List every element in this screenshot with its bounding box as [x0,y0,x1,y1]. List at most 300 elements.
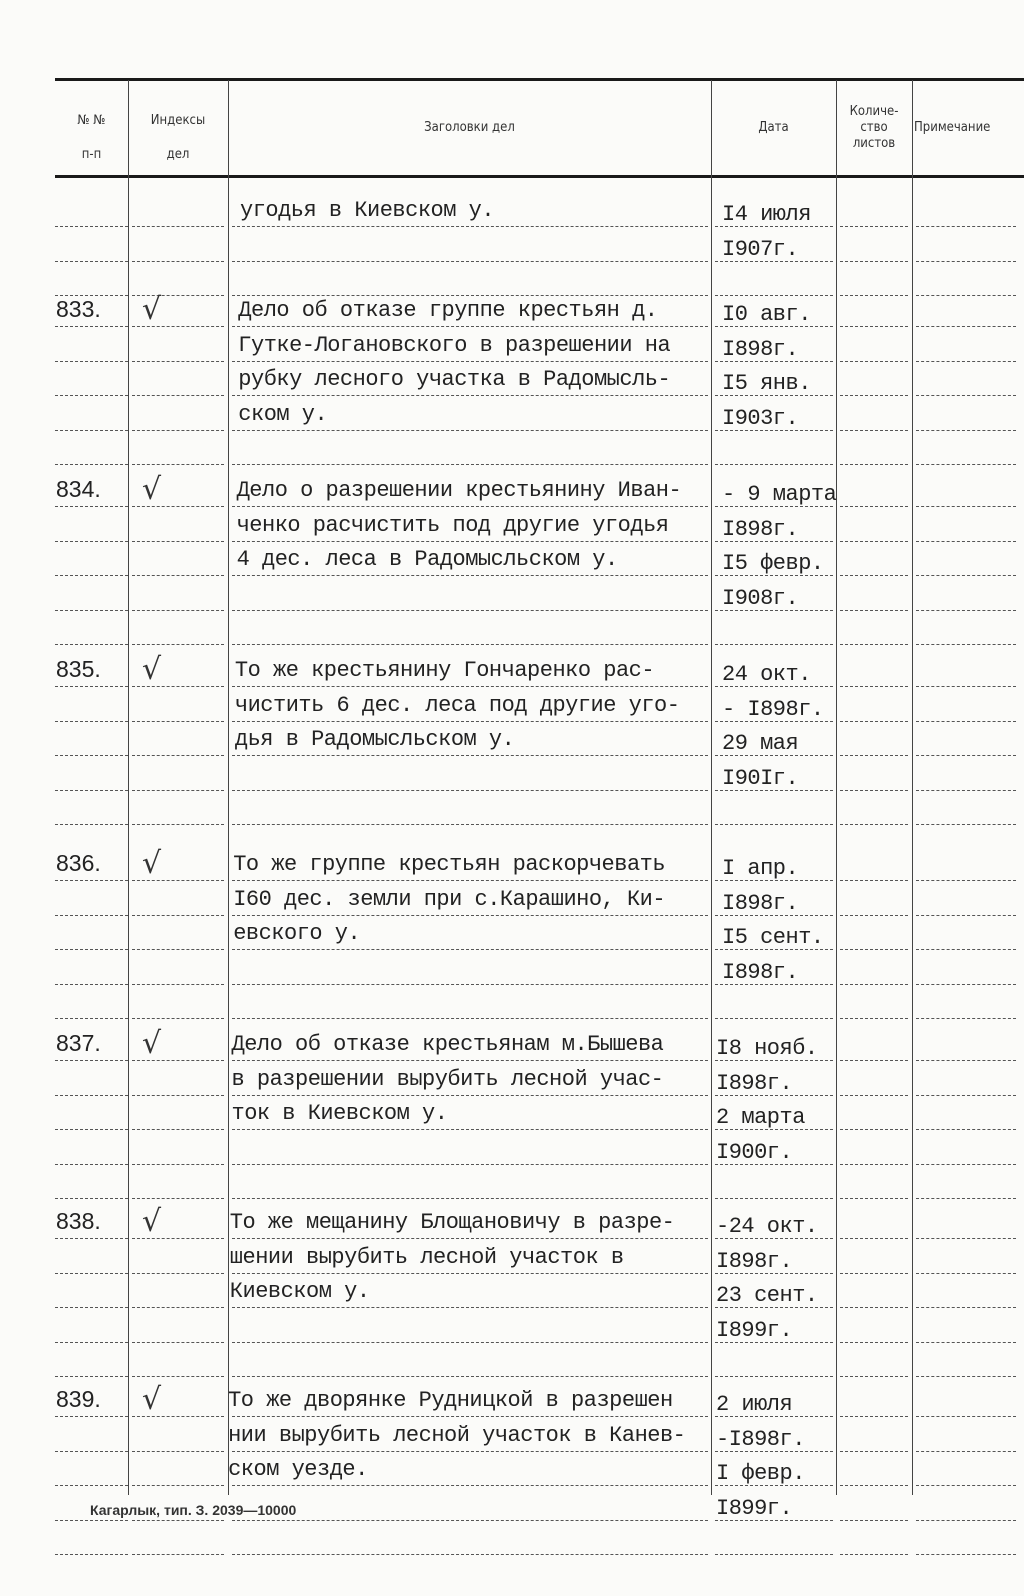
row-rule [840,430,908,431]
row-rule [715,295,833,296]
row-rule [55,464,128,465]
row-rule [715,326,833,327]
row-rule [55,226,128,227]
entry-date: 29 мая [722,731,799,756]
row-rule [132,644,224,645]
entry-date: I5 янв. [722,371,811,396]
row-rule [715,1520,833,1521]
row-rule [916,1273,1016,1274]
header-sheet-count: Количе- ство листов [849,104,899,151]
row-rule [840,1376,908,1377]
entry-date: I900г. [716,1139,793,1165]
row-rule [916,790,1016,791]
row-rule [232,755,708,756]
row-rule [232,790,708,791]
row-rule [715,644,833,645]
row-rule [55,1416,128,1417]
row-rule [840,1307,908,1308]
checkmark-icon: √ [142,1382,162,1417]
row-rule [132,541,224,542]
row-rule [840,1018,908,1019]
row-rule [916,1554,1016,1555]
entry-title-line: Дело об отказе крестьянам м.Бышева [231,1032,664,1057]
row-rule [916,541,1016,542]
row-rule [715,541,833,542]
row-rule [715,1018,833,1019]
row-rule [55,755,128,756]
entry-date: -24 окт. [716,1214,818,1239]
entry-date: I898г. [716,1248,793,1274]
row-rule [132,824,224,825]
row-rule [132,226,224,227]
header-rule [55,175,1024,178]
entry-date: 2 июля [716,1392,793,1417]
row-rule [840,226,908,227]
row-rule [715,395,833,396]
row-rule [55,1376,128,1377]
entry-date: -I898г. [716,1426,805,1452]
row-rule [916,984,1016,985]
row-rule [840,261,908,262]
row-rule [55,1018,128,1019]
row-rule [55,790,128,791]
row-rule [55,1520,128,1521]
row-rule [715,915,833,916]
entry-date: I898г. [722,890,799,916]
row-rule [916,915,1016,916]
row-rule [55,1451,128,1452]
row-rule [715,790,833,791]
row-rule [916,464,1016,465]
row-rule [715,984,833,985]
row-rule [232,984,708,985]
entry-date: I5 сент. [722,925,824,950]
entry-title-line: в разрешении вырубить лесной учас- [231,1066,664,1092]
row-rule [232,1554,708,1555]
row-rule [840,1129,908,1130]
row-rule [916,326,1016,327]
row-rule [840,1520,908,1521]
entry-number: 833. [56,296,101,322]
entry-title-line: Дело о разрешении крестьянину Иван- [236,478,682,503]
row-rule [840,1095,908,1096]
row-rule [715,1095,833,1096]
row-rule [840,1485,908,1486]
row-rule [55,1554,128,1555]
entry-date: I898г. [716,1070,793,1096]
entry-title-line: То же крестьянину Гончаренко рас- [234,658,655,683]
row-rule [232,1451,708,1452]
row-rule [132,1238,224,1239]
entry-title-line: Дело об отказе группе крестьян д. [238,298,658,323]
row-rule [232,395,708,396]
row-rule [132,506,224,507]
row-rule [232,686,708,687]
entry-title-line: ском у. [238,401,328,427]
row-rule [132,1485,224,1486]
row-rule [916,575,1016,576]
entry-number: 838. [56,1208,101,1234]
row-rule [55,575,128,576]
row-rule [715,1485,833,1486]
row-rule [55,824,128,825]
row-rule [232,541,708,542]
row-rule [132,949,224,950]
row-rule [840,644,908,645]
entry-date: I апр. [722,856,799,881]
row-rule [132,361,224,362]
row-rule [132,686,224,687]
row-rule [55,915,128,916]
entry-date: I февр. [716,1461,805,1486]
entry-title-line: чистить 6 дес. леса под другие уго- [234,692,680,718]
row-rule [715,1307,833,1308]
row-rule [840,1342,908,1343]
entry-date: I5 февр. [722,551,824,576]
row-rule [55,541,128,542]
row-rule [715,686,833,687]
row-rule [55,1238,128,1239]
row-rule [840,880,908,881]
row-rule [916,395,1016,396]
row-rule [132,610,224,611]
row-rule [916,1129,1016,1130]
row-rule [132,1060,224,1061]
entry-title-line: нии вырубить лесной участок в Канев- [228,1422,686,1448]
row-rule [55,1129,128,1130]
row-rule [232,295,708,296]
header-date: Дата [758,120,789,135]
checkmark-icon: √ [142,1026,162,1061]
row-rule [55,610,128,611]
row-rule [840,1238,908,1239]
row-rule [840,1451,908,1452]
row-rule [232,1307,708,1308]
row-rule [232,1060,708,1061]
row-rule [232,506,708,507]
row-rule [715,610,833,611]
entry-date: 24 окт. [722,662,811,687]
row-rule [916,721,1016,722]
entry-title-line: дья в Радомысльском у. [234,727,515,752]
row-rule [232,1238,708,1239]
row-rule [132,464,224,465]
row-rule [132,1198,224,1199]
row-rule [232,261,708,262]
row-rule [132,395,224,396]
row-rule [715,1416,833,1417]
row-rule [232,361,708,362]
row-rule [232,824,708,825]
entry-title-line: То же группе крестьян раскорчевать [233,852,666,877]
row-rule [132,755,224,756]
row-rule [840,721,908,722]
row-rule [916,949,1016,950]
row-rule [715,824,833,825]
row-rule [916,1520,1016,1521]
row-rule [132,1164,224,1165]
row-rule [715,1238,833,1239]
entry-date: I0 авг. [722,302,811,327]
row-rule [232,226,708,227]
entry-title-line: То же мещанину Блощановичу в разре- [229,1210,675,1235]
row-rule [232,1198,708,1199]
row-rule [916,686,1016,687]
row-rule [715,1451,833,1452]
row-rule [55,506,128,507]
row-rule [715,430,833,431]
row-rule [55,686,128,687]
row-rule [840,1060,908,1061]
column-divider [128,80,129,1495]
entry-title-line: ченко расчистить под другие угодья [236,512,669,538]
entry-title-line: евского у. [233,921,361,946]
row-rule [55,880,128,881]
row-rule [840,1273,908,1274]
row-rule [132,1376,224,1377]
column-divider [912,80,913,1495]
row-rule [916,1416,1016,1417]
row-rule [840,610,908,611]
row-rule [132,326,224,327]
entry-date: - 9 марта [722,482,837,507]
entry-title-line: I60 дес. земли при с.Карашино, Ки- [233,886,666,912]
entry-date: I899г. [716,1317,793,1343]
entry-title-line: Киевском у. [229,1279,370,1304]
row-rule [916,1376,1016,1377]
row-rule [232,1376,708,1377]
row-rule [55,1198,128,1199]
row-rule [840,326,908,327]
entry-number: 835. [56,656,101,682]
row-rule [132,1554,224,1555]
row-rule [840,1416,908,1417]
row-rule [715,464,833,465]
row-rule [840,686,908,687]
row-rule [55,1060,128,1061]
row-rule [232,1485,708,1486]
row-rule [916,1060,1016,1061]
row-rule [916,361,1016,362]
row-rule [916,226,1016,227]
row-rule [840,575,908,576]
row-rule [840,949,908,950]
row-rule [132,261,224,262]
entry-number: 834. [56,476,101,502]
row-rule [840,541,908,542]
row-rule [232,1416,708,1417]
row-rule [715,1554,833,1555]
row-rule [232,326,708,327]
row-rule [132,1095,224,1096]
row-rule [916,1451,1016,1452]
entry-date: I898г. [722,959,799,985]
entry-date: 23 сент. [716,1283,818,1308]
entry-number: 837. [56,1030,101,1056]
row-rule [232,430,708,431]
row-rule [55,326,128,327]
row-rule [55,721,128,722]
row-rule [55,1342,128,1343]
row-rule [715,721,833,722]
entry-date: I908г. [722,585,799,611]
row-rule [232,1018,708,1019]
row-rule [840,1164,908,1165]
row-rule [132,1416,224,1417]
row-rule [715,1198,833,1199]
row-rule [132,1273,224,1274]
row-rule [840,915,908,916]
entry-date: - I898г. [722,696,824,722]
row-rule [916,1164,1016,1165]
row-rule [132,575,224,576]
row-rule [715,361,833,362]
row-rule [840,1554,908,1555]
row-rule [715,1376,833,1377]
row-rule [840,824,908,825]
row-rule [132,430,224,431]
row-rule [916,261,1016,262]
row-rule [132,1451,224,1452]
row-rule [715,1129,833,1130]
row-rule [840,361,908,362]
row-rule [132,1129,224,1130]
row-rule [55,1273,128,1274]
row-rule [916,824,1016,825]
checkmark-icon: √ [142,472,162,507]
row-rule [132,880,224,881]
header-index: Индексы дел [150,113,206,162]
entry-title-line: угодья в Киевском у. [240,198,495,223]
row-rule [132,915,224,916]
checkmark-icon: √ [142,652,162,687]
row-rule [715,506,833,507]
row-rule [715,1060,833,1061]
row-rule [715,949,833,950]
row-rule [232,949,708,950]
row-rule [840,755,908,756]
header-title: Заголовки дел [424,120,515,135]
row-rule [132,984,224,985]
row-rule [916,430,1016,431]
entry-date: I899г. [716,1495,793,1521]
entry-date: I8 нояб. [716,1036,818,1061]
entry-title-line: ском уезде. [228,1457,368,1482]
row-rule [916,644,1016,645]
entry-date: I898г. [722,516,799,542]
row-rule [232,880,708,881]
entry-number: 836. [56,850,101,876]
row-rule [715,1273,833,1274]
row-rule [55,1164,128,1165]
row-rule [840,295,908,296]
row-rule [55,1307,128,1308]
row-rule [232,644,708,645]
row-rule [55,430,128,431]
row-rule [232,1129,708,1130]
row-rule [132,1307,224,1308]
row-rule [132,1018,224,1019]
row-rule [715,575,833,576]
row-rule [916,1018,1016,1019]
row-rule [232,610,708,611]
printer-imprint: Кагарлык, тип. З. 2039—10000 [90,1502,297,1518]
top-rule [55,78,1024,81]
row-rule [916,610,1016,611]
row-rule [916,1095,1016,1096]
checkmark-icon: √ [142,292,162,327]
entry-date: I4 июля [722,202,811,227]
row-rule [232,1520,708,1521]
row-rule [232,464,708,465]
entry-title-line: шении вырубить лесной участок в [229,1244,624,1270]
entry-title-line: ток в Киевском у. [231,1101,448,1126]
row-rule [232,575,708,576]
row-rule [132,1520,224,1521]
row-rule [715,880,833,881]
column-divider [836,80,837,1495]
row-rule [916,1307,1016,1308]
row-rule [916,1485,1016,1486]
column-divider [711,80,712,1495]
row-rule [916,1238,1016,1239]
row-rule [232,1273,708,1274]
entry-title-line: рубку лесного участка в Радомысль- [238,367,671,392]
entry-date: I907г. [722,236,799,262]
entry-title-line: Гутке-Логановского в разрешении на [238,332,671,358]
row-rule [916,295,1016,296]
row-rule [916,880,1016,881]
entry-date: 2 марта [716,1105,805,1130]
row-rule [840,395,908,396]
row-rule [55,1485,128,1486]
row-rule [840,464,908,465]
checkmark-icon: √ [142,846,162,881]
entry-date: I903г. [722,405,799,431]
header-notes: Примечание [914,120,991,135]
row-rule [916,755,1016,756]
row-rule [55,261,128,262]
checkmark-icon: √ [142,1204,162,1239]
row-rule [132,790,224,791]
row-rule [232,721,708,722]
row-rule [132,721,224,722]
row-rule [715,1164,833,1165]
row-rule [840,1198,908,1199]
row-rule [55,644,128,645]
row-rule [55,949,128,950]
entry-date: I90Iг. [722,765,799,791]
row-rule [715,261,833,262]
row-rule [55,984,128,985]
entry-number: 839. [56,1386,101,1412]
row-rule [55,361,128,362]
row-rule [132,1342,224,1343]
row-rule [232,1164,708,1165]
header-number: № № п-п [77,113,106,162]
row-rule [916,1342,1016,1343]
row-rule [232,1095,708,1096]
entry-title-line: То же дворянке Рудницкой в разрешен [228,1388,673,1413]
row-rule [715,1342,833,1343]
entry-title-line: 4 дес. леса в Радомысльском у. [236,547,618,572]
row-rule [715,226,833,227]
row-rule [840,984,908,985]
row-rule [232,1342,708,1343]
row-rule [55,1095,128,1096]
row-rule [916,1198,1016,1199]
row-rule [55,395,128,396]
